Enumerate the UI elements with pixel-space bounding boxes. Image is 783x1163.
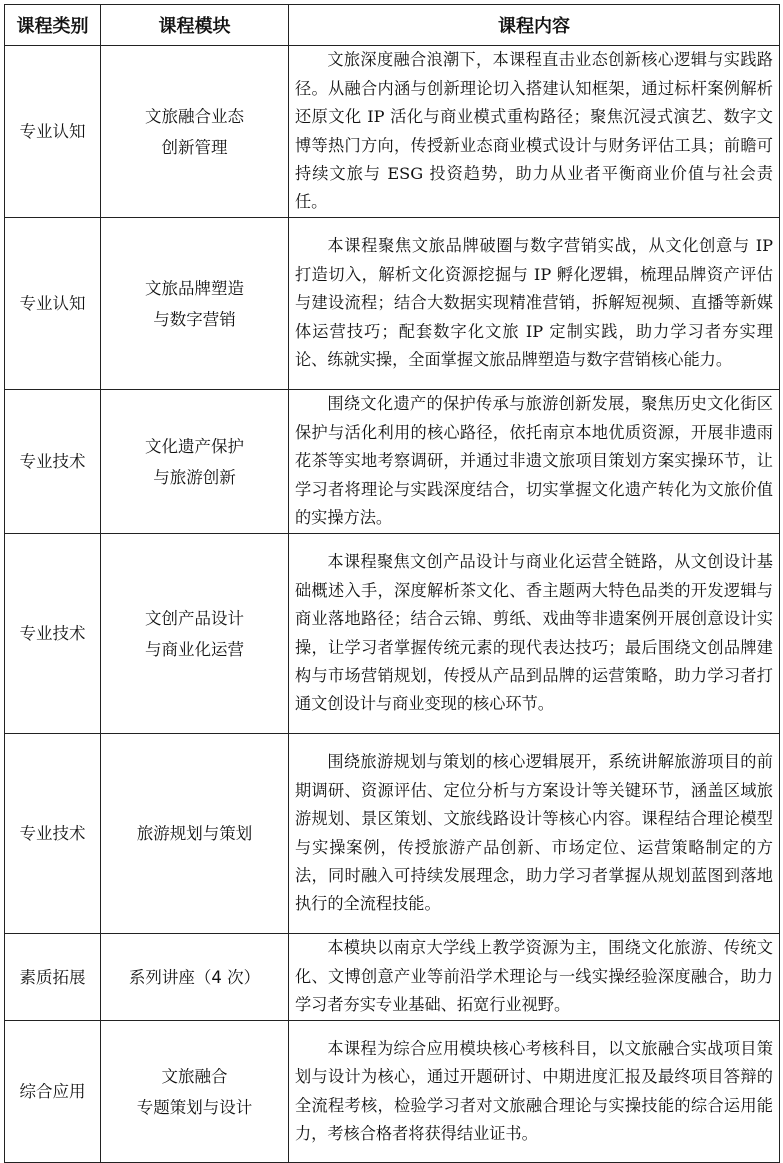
module-line: 旅游规划与策划	[136, 824, 253, 843]
content-text: 本模块以南京大学线上教学资源为主，围绕文化旅游、传统文化、文博创意产业等前沿学术理论与一线实操经验深度融合，助力学习者夯实专业基础、拓宽行业视野。	[295, 938, 773, 1015]
module-cell	[101, 390, 289, 534]
category-cell: 专业认知	[5, 46, 101, 218]
module-line: 文创产品设计	[145, 608, 244, 628]
module-cell	[101, 46, 289, 218]
content-cell	[289, 46, 780, 218]
category-cell: 综合应用	[5, 1021, 101, 1163]
module-cell	[101, 934, 289, 1021]
content-cell	[289, 734, 780, 934]
table-row	[5, 218, 780, 390]
course-table-container	[4, 4, 779, 1163]
module-line: 专题策划与设计	[136, 1097, 253, 1117]
content-cell	[289, 534, 780, 734]
module-line: 与商业化运营	[145, 639, 244, 659]
header-row	[5, 5, 780, 46]
content-cell	[289, 934, 780, 1021]
content-text: 文旅深度融合浪潮下，本课程直击业态创新核心逻辑与实践路径。从融合内涵与创新理论切入搭建认知框架，通过标杆案例解析还原文化 IP 活化与商业模式重构路径；聚焦沉浸式演艺、数字文博等热门方向，传授新业态商业模式设计与财务评估工具；前瞻可持续文旅与 ESG 投资趋势，助力从业者平衡商业价值与社会责任。	[295, 50, 773, 212]
category-cell: 专业技术	[5, 534, 101, 734]
category-cell: 专业认知	[5, 218, 101, 390]
course-table	[4, 4, 780, 1163]
table-row	[5, 534, 780, 734]
content-text: 围绕文化遗产的保护传承与旅游创新发展，聚焦历史文化街区保护与活化利用的核心路径，依托南京本地优质资源，开展非遗雨花茶等实地考察调研，并通过非遗文旅项目策划方案实操环节，让学习者将理论与实践深度结合，切实掌握文化遗产转化为文旅价值的实操方法。	[295, 394, 773, 528]
header-module: 课程模块	[101, 5, 289, 46]
module-cell	[101, 734, 289, 934]
table-row	[5, 734, 780, 934]
category-cell: 专业技术	[5, 390, 101, 534]
table-row	[5, 1021, 780, 1163]
module-line: 文旅品牌塑造	[145, 278, 244, 298]
table-row	[5, 390, 780, 534]
module-line: 文旅融合	[161, 1066, 228, 1086]
table-row	[5, 46, 780, 218]
header-content: 课程内容	[289, 5, 780, 46]
content-cell	[289, 1021, 780, 1163]
category-cell: 素质拓展	[5, 934, 101, 1021]
content-text: 本课程聚焦文创产品设计与商业化运营全链路，从文创设计基础概述入手，深度解析茶文化、香主题两大特色品类的开发逻辑与商业落地路径；结合云锦、剪纸、戏曲等非遗案例开展创意设计实操，让学习者掌握传统元素的现代表达技巧；最后围绕文创品牌建构与市场营销规划，传授从产品到品牌的运营策略，助力学习者打通文创设计与商业变现的核心环节。	[295, 552, 773, 714]
module-line: 与数字营销	[153, 309, 236, 329]
module-cell	[101, 534, 289, 734]
table-header	[5, 5, 780, 46]
module-line: 文旅融合业态	[145, 106, 244, 126]
content-text: 本课程聚焦文旅品牌破圈与数字营销实战，从文化创意与 IP 打造切入，解析文化资源挖掘与 IP 孵化逻辑，梳理品牌资产评估与建设流程；结合大数据实现精准营销，拆解短视频、直播等新媒体运营技巧；配套数字化文旅 IP 定制实践，助力学习者夯实理论、练就实操，全面掌握文旅品牌塑造与数字营销核心能力。	[295, 236, 773, 370]
table-row	[5, 934, 780, 1021]
module-line: 与旅游创新	[153, 467, 236, 487]
module-line: 文化遗产保护	[145, 436, 244, 456]
module-cell	[101, 218, 289, 390]
category-cell: 专业技术	[5, 734, 101, 934]
module-line: 系列讲座（4 次）	[128, 967, 261, 987]
content-text: 本课程为综合应用模块核心考核科目，以文旅融合实战项目策划与设计为核心，通过开题研讨、中期进度汇报及最终项目答辩的全流程考核，检验学习者对文旅融合理论与实操技能的综合运用能力，考核合格者将获得结业证书。	[295, 1038, 773, 1143]
content-cell	[289, 218, 780, 390]
table-body	[5, 46, 780, 1163]
module-cell	[101, 1021, 289, 1163]
content-cell	[289, 390, 780, 534]
module-line: 创新管理	[161, 137, 228, 157]
content-text: 围绕旅游规划与策划的核心逻辑展开，系统讲解旅游项目的前期调研、资源评估、定位分析与方案设计等关键环节，涵盖区域旅游规划、景区策划、文旅线路设计等核心内容。课程结合理论模型与实操案例，传授旅游产品创新、市场定位、运营策略制定的方法，同时融入可持续发展理念，助力学习者掌握从规划蓝图到落地执行的全流程技能。	[295, 752, 773, 914]
header-category: 课程类别	[5, 5, 101, 46]
